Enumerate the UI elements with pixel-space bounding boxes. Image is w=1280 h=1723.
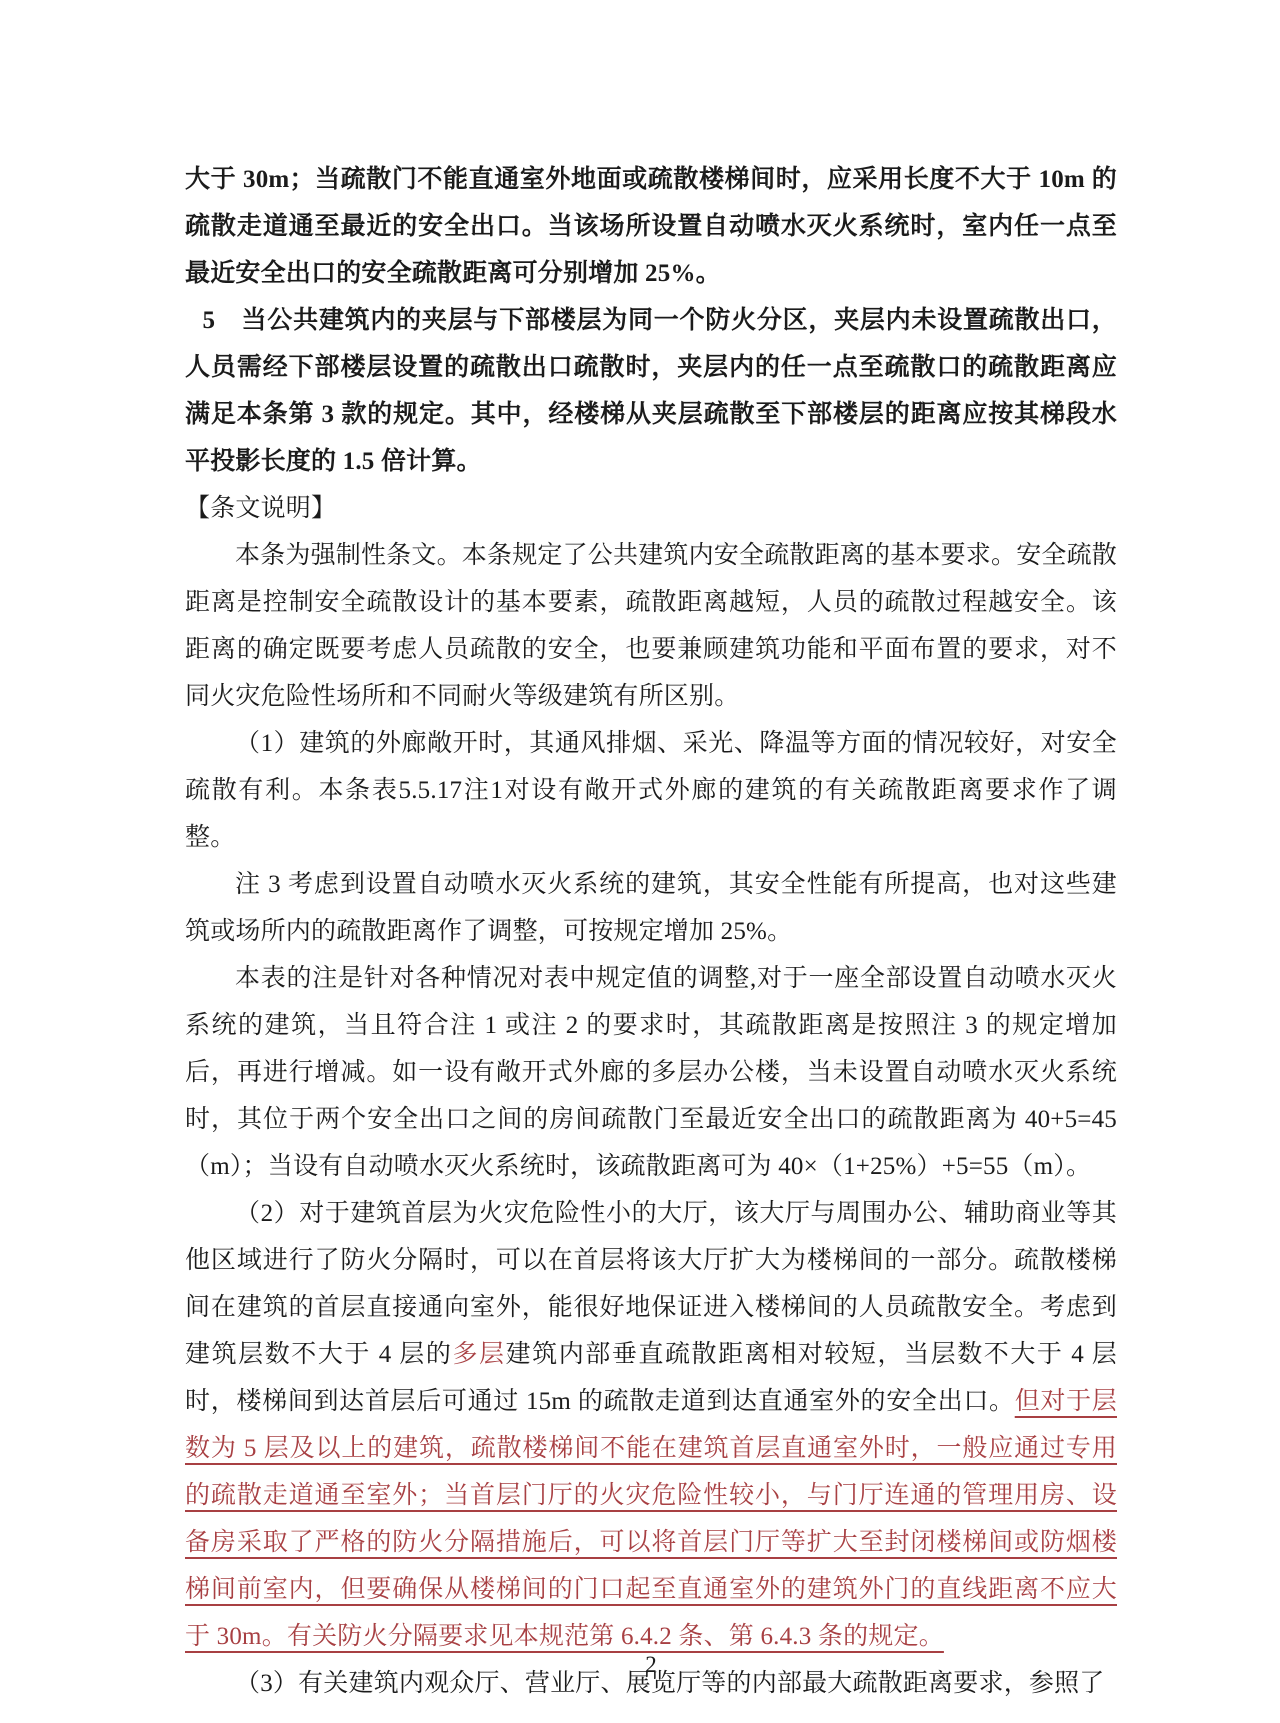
clause-continuation — [185, 156, 1117, 297]
page-number: 2 — [645, 1652, 657, 1677]
text-segment-red: 多层 — [452, 1341, 506, 1368]
document-body — [185, 0, 1117, 1707]
text-segment-normal: （3）有关建筑内观众厅、营业厅、展览厅等的内部最大疏散距离要求，参照了 — [235, 1670, 1105, 1697]
text-segment-normal: 本表的注是针对各种情况对表中规定值的调整,对于一座全部设置自动喷水灭火系统的建筑，当且符合注 1 或注 2 的要求时，其疏散距离是按照注 3 的规定增加后，再进行增减。如一设有敞开式外廊的多层办公楼，当未设置自动喷水灭火系统时，其位于两个安全出口之间的房间疏散门至最近安全出口的疏散距离为 40+5=45（m）；当设有自动喷水灭火系统时，该疏散距离可为 40×（1+25%）+5=55（m）。 — [185, 965, 1117, 1180]
text-segment-normal: 【条文说明】 — [185, 495, 337, 522]
text-segment-bold: 大于 30m；当疏散门不能直通室外地面或疏散楼梯间时，应采用长度不大于 10m 的疏散走道通至最近的安全出口。当该场所设置自动喷水灭火系统时，室内任一点至最近安全出口的安全疏散距离可分别增加 25%。 — [185, 166, 1117, 287]
explanation-table-notes — [185, 955, 1117, 1190]
text-segment-normal: 本条为强制性条文。本条规定了公共建筑内安全疏散距离的基本要求。安全疏散距离是控制安全疏散设计的基本要素，疏散距离越短，人员的疏散过程越安全。该距离的确定既要考虑人员疏散的安全，也要兼顾建筑功能和平面布置的要求，对不同火灾危险性场所和不同耐火等级建筑有所区别。 — [185, 542, 1118, 710]
text-segment-red-underline: 但对于层数为 5 层及以上的建筑，疏散楼梯间不能在建筑首层直通室外时，一般应通过专用的疏散走道通至室外；当首层门厅的火灾危险性较小，与门厅连通的管理用房、设备房采取了严格的防火分隔措施后，可以将首层门厅等扩大至封闭楼梯间或防烟楼梯间前室内，但要确保从楼梯间的门口起至直通室外的建筑外门的直线距离不应大于 30m。有关防火分隔要求见本规范第 6.4.2 条、第 6.4.3 条的规定。 — [185, 1388, 1117, 1650]
text-segment-normal: （2）对于建筑首层为火灾危险性小的大厅，该大厅与周围办公、辅助商业等其他区域进行了防火分隔时，可以在首层将该大厅扩大为楼梯间的一部分。疏散楼梯间在建筑的首层直接通向室外，能很好地保证进入楼梯间的人员疏散安全。考虑到建筑层数不大于 4 层的 — [185, 1200, 1117, 1368]
text-segment-normal: 建筑内部垂直疏散距离相对较短，当层数不大于 4 层时，楼梯间到达首层后可通过 15m 的疏散走道到达直通室外的安全出口。 — [185, 1341, 1117, 1415]
section-heading-explanation — [185, 485, 1117, 532]
explanation-point-1 — [185, 720, 1117, 861]
text-segment-normal: 注 3 考虑到设置自动喷水灭火系统的建筑，其安全性能有所提高，也对这些建筑或场所内的疏散距离作了调整，可按规定增加 25%。 — [185, 871, 1117, 945]
text-segment-bold: 5 当公共建筑内的夹层与下部楼层为同一个防火分区，夹层内未设置疏散出口，人员需经下部楼层设置的疏散出口疏散时，夹层内的任一点至疏散口的疏散距离应满足本条第 3 款的规定。其中，经楼梯从夹层疏散至下部楼层的距离应按其梯段水平投影长度的 1.5 倍计算。 — [185, 307, 1117, 475]
clause-item-5 — [185, 297, 1117, 485]
text-segment-normal: （1）建筑的外廊敞开时，其通风排烟、采光、降温等方面的情况较好，对安全疏散有利。本条表5.5.17注1对设有敞开式外廊的建筑的有关疏散距离要求作了调整。 — [185, 730, 1117, 851]
explanation-point-2 — [185, 1190, 1117, 1660]
explanation-intro — [185, 532, 1117, 720]
explanation-note-3 — [185, 861, 1117, 955]
